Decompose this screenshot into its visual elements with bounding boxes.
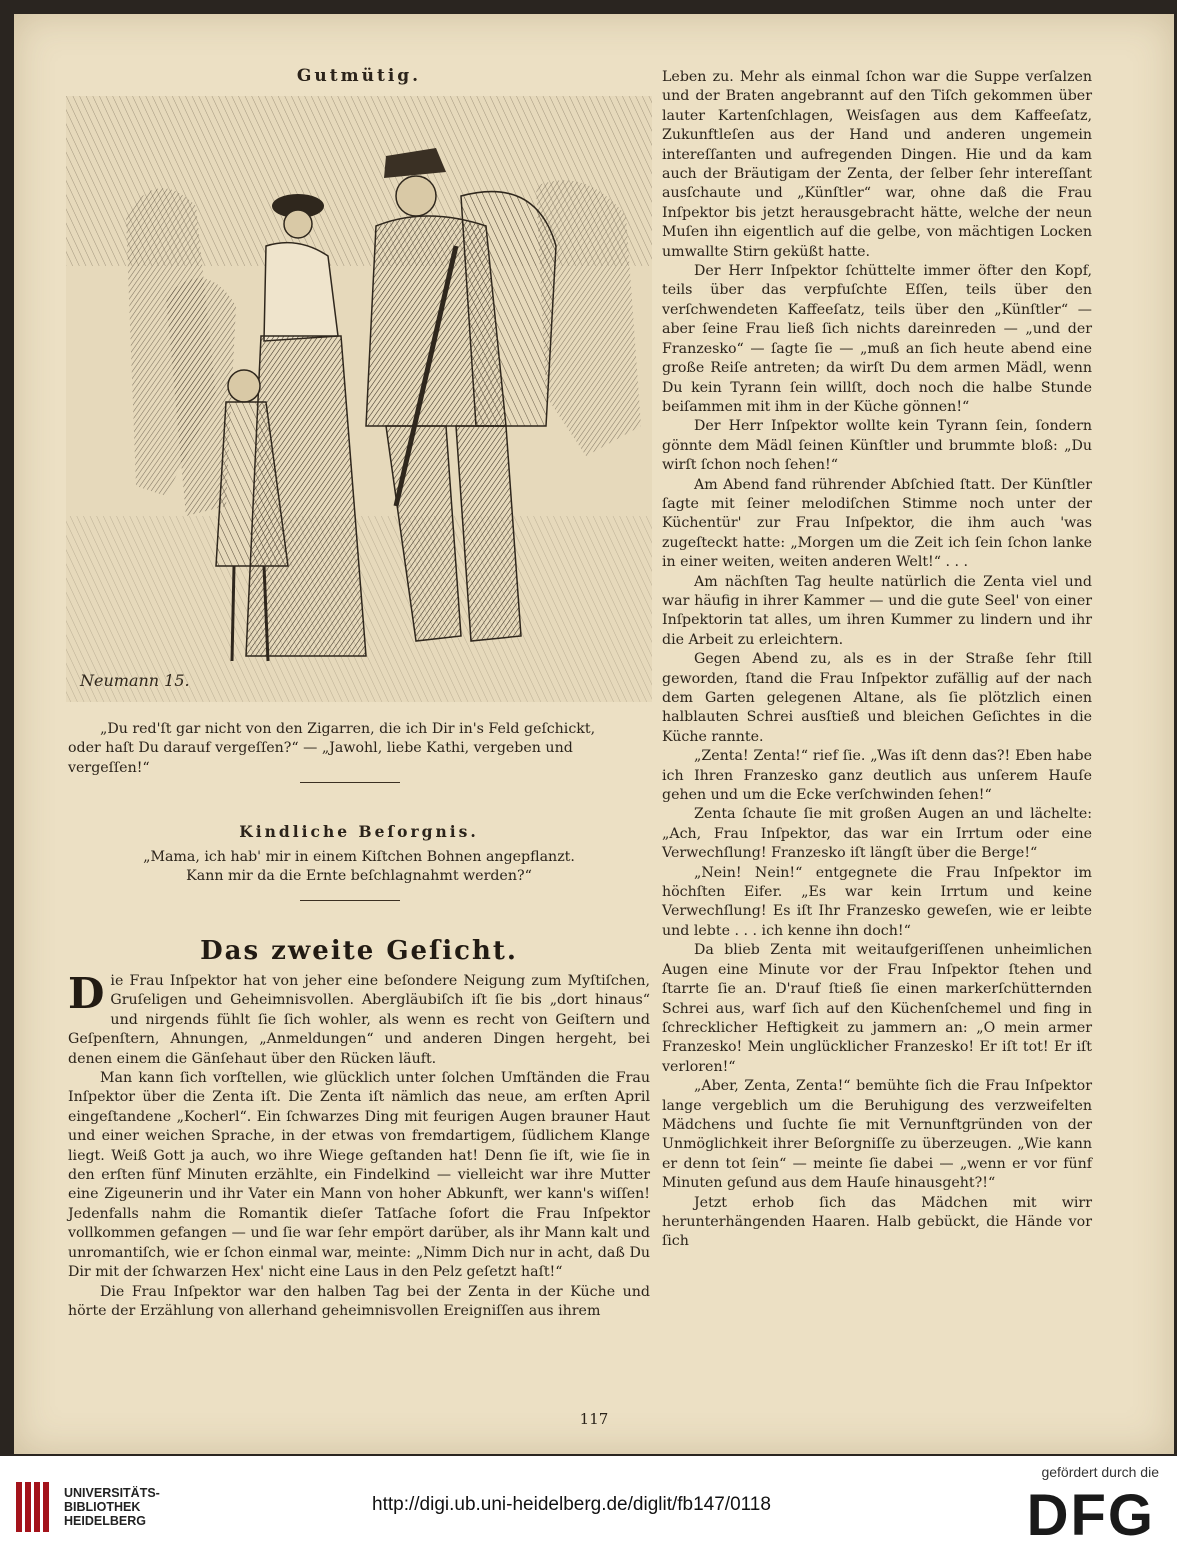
joke-text [68,848,650,887]
story-paragraph-text: ie Frau Inſpektor hat von jeher eine beſondere Neigung zum Myſtiſchen, Gruſeligen und Geheimnisvollen. Abergläubiſch iſt ſie bis „dort hinaus“ und nirgends fühlt ſie ſich wohler, als wenn es recht von Geiſtern und Geſpenſtern, Ahnungen, „Anmeldungen“ und anderen Dingen hergeht, bei denen einem die Gänſehaut über den Rücken läuft. [68,973,650,1067]
scanned-page [14,14,1174,1454]
illustration [66,96,652,702]
story-paragraph: Zenta ſchaute ſie mit großen Augen an und lächelte: „Ach, Frau Inſpektor, das war ein Irrtum oder eine Verwechſlung! Franzesko iſt längſt über die Berge!“ [662,806,1092,862]
article-title-das-zweite-gesicht: Das zweite Geſicht. [200,936,518,966]
article-title-kindliche-besorgnis: Kindliche Beſorgnis. [239,822,479,841]
story-paragraph: Der Herr Inſpektor ſchüttelte immer öfter den Kopf, teils über das verpfuſchte Eſſen, teils über den verſchwendeten Kaffeeſatz, teils über den „Künſtler“ — aber ſeine Frau ließ ſich nichts dareinreden — „und der Franzesko“ — ſagte ſie — „muß an ſich heute abend eine große Reiſe antreten; da wirſt Du dem armen Mädl, wenn Du kein Tyrann ſein willſt, doch noch die halbe Stunde beiſammen mit ihm in der Küche gönnen!“ [662,263,1092,415]
page-number: 117 [579,1410,609,1428]
university-library-logo-icon [14,1478,54,1536]
story-paragraph: „Zenta! Zenta!“ rief ſie. „Was iſt denn das?! Eben habe ich Ihren Franzesko ganz deutlich aus unſerem Hauſe gehen und um die Ecke verſchwinden ſehen!“ [662,748,1092,804]
story-paragraph: Man kann ſich vorſtellen, wie glücklich unter ſolchen Umſtänden die Frau Inſpektor über die Zenta iſt. Die Zenta iſt nämlich das neue, am erſten April eingeſtandene „Kocherl“. Ein ſchwarzes Ding mit feurigen Augen brauner Haut und einer weichen Sprache, in der etwas von fremdartigem, ſüdlichem Klange liegt. Weiß Gott ja auch, wo ihre Wiege geſtanden hat! Denn ſie iſt, wie ſie in den erſten fünf Minuten erzählte, ein Findelkind — vielleicht war ihre Mutter eine Zigeunerin und ihr Vater ein Mann von hoher Abkunft, wer kann's wiſſen! Jedenfalls nahm die Romantik dieſer Tatſache ſofort die Frau Inſpektor vollkommen gefangen — und ſie war ſehr empört darüber, als ihr Mann kalt und unromantiſch, wie er ſchon einmal war, meinte: „Nimm Dich nur in acht, daß Du Dir mit der ſchwarzen Hex' nicht eine Laus in den Pelz geſetzt haſt!“ [68,1070,650,1281]
article-title-gutmuetig: Gutmütig. [296,66,422,86]
viewer-footer [0,1456,1177,1560]
story-paragraph [68,969,650,1069]
story-right-column [662,68,1092,1252]
separator-rule [300,782,400,783]
story-left-column [68,969,650,1321]
dfg-logo: DFG [1026,1483,1155,1548]
caption-line-1: „Du red'ſt gar nicht von den Zigarren, die ich Dir in's Feld geſchickt, [100,721,596,737]
story-paragraph: Gegen Abend zu, als es in der Straße ſehr ſtill geworden, ſtand die Frau Inſpektor zufällig auf der nach dem Garten gelegenen Altane, als ſie plötzlich einen halblauten Schrei ausſtieß und bleichen Geſichtes in die Küche rannte. [662,651,1092,745]
story-paragraph: Am nächſten Tag heulte natürlich die Zenta viel und war häufig in ihrer Kammer — und die gute Seel' von einer Inſpektorin tat alles, um ihren Kummer zu lindern und ihr die Arbeit zu erleichtern. [662,573,1092,648]
story-paragraph: Leben zu. Mehr als einmal ſchon war die Suppe verſalzen und der Braten angebrannt auf den Tiſch gekommen über lauter Kartenſchlagen, Weisſagen aus dem Kaffeeſatz, Zukunftleſen aus der Hand und anderen ungemein intereſſanten und aufregenden Dingen. Hie und da kam auch der Bräutigam der Zenta, der ſelber ſehr intereſſant ausſchaute und „Künſtler“ war, ohne daß die Frau Inſpektor bis jetzt herausgebracht hätte, welche der neun Muſen ihn eigentlich auf die gelbe, von mächtigen Locken umwallte Stirn geküßt hatte. [662,69,1092,260]
story-paragraph: Die Frau Inſpektor war den halben Tag bei der Zenta in der Küche und hörte der Erzählung von allerhand geheimnisvollen Ereigniſſen aus ihrem [68,1283,650,1319]
story-paragraph: Der Herr Inſpektor wollte kein Tyrann ſein, ſondern gönnte dem Mädl ſeinen Künſtler und brummte bloß: „Du wirſt ſchon noch ſehen!“ [662,418,1092,474]
illustration-caption [68,720,650,778]
artist-signature: Neumann 15. [80,671,190,690]
joke-line-2: Kann mir da die Ernte beſchlagnahmt werden?“ [186,868,532,885]
joke-line-1: „Mama, ich hab' mir in einem Kiſtchen Bohnen angepflanzt. [143,849,575,865]
story-paragraph: „Aber, Zenta, Zenta!“ bemühte ſich die Frau Inſpektor lange vergeblich um die Beruhigung des verzweifelten Mädchens und ſuchte ſie mit Vernunftgründen von der Unmöglichkeit ihrer Beſorgniſſe zu überzeugen. „Wie kann er denn tot ſein“ — meinte ſie dabei — „wenn er vor fünf Minuten geſund aus dem Hauſe hinausgeht?!“ [662,1078,1092,1192]
caption-line-3: vergeſſen!“ [68,759,150,776]
story-paragraph: Jetzt erhob ſich das Mädchen mit wirr herunterhängenden Haaren. Halb gebückt, die Hände vor ſich [662,1194,1092,1250]
engraving-soldier-and-family [66,96,652,702]
caption-line-2: oder haſt Du darauf vergeſſen?“ — „Jawohl, liebe Kathi, vergeben und [68,740,573,757]
story-paragraph: „Nein! Nein!“ entgegnete die Frau Inſpektor im höchſten Eifer. „Es war kein Irrtum und keine Verwechſlung! Es iſt Ihr Franzesko geweſen, wie er leibte und lebte . . . ich kenne ihn doch!“ [662,864,1092,939]
permalink-url[interactable]: http://digi.ub.uni-heidelberg.de/diglit/fb147/0118 [372,1494,771,1515]
story-paragraph: Am Abend fand rührender Abſchied ſtatt. Der Künſtler ſagte mit ſeiner melodiſchen Stimme noch unter der Küchentür' zur Frau Inſpektor, die ihm auch 'was zugeſteckt hatte: „Morgen um die Zeit ich ſein ſchon lanke in einer weiten, weiten anderen Welt!“ . . . [662,476,1092,571]
drop-cap: D [68,969,105,1018]
separator-rule [300,900,400,901]
story-paragraph: Da blieb Zenta mit weitaufgeriſſenen unheimlichen Augen eine Minute vor der Frau Inſpektor ſtehen und ſtarrte ſie an. D'rauf ſtieß ſie einen markerſchütternden Schrei aus, warf ſich auf den Küchenſchemel und fing in ſchrecklicher Heftigkeit zu jammern an: „O mein armer Franzesko! Mein unglücklicher Franzesko! Er iſt tot! Er iſt verloren!“ [662,942,1092,1075]
institution-name: UNIVERSITÄTS- BIBLIOTHEK HEIDELBERG [64,1486,160,1528]
funding-label: gefördert durch die [1041,1464,1159,1480]
